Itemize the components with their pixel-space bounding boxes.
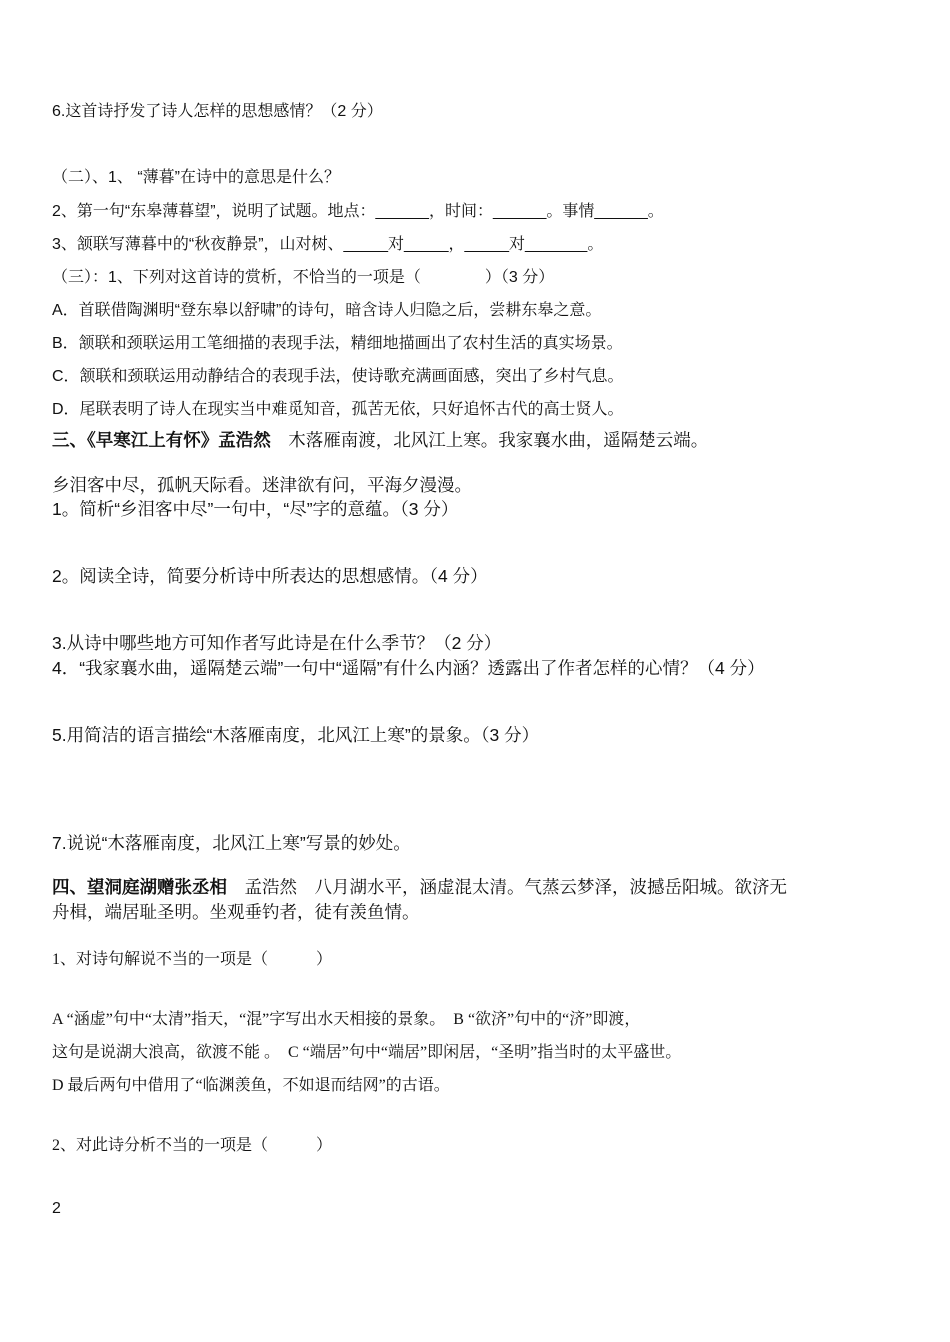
- option-b: B．颔联和颈联运用工笔细描的表现手法，精细地描画出了农村生活的真实场景。: [52, 335, 623, 352]
- section-3-question-1: （三）：1、下列对这首诗的赏析，不恰当的一项是（ ）（3 分）: [52, 269, 555, 286]
- section-4-poem-line-2: 舟楫，端居耻圣明。坐观垂钓者，徒有羡鱼情。: [52, 902, 420, 922]
- poem-question-5: 5.用简洁的语言描绘“木落雁南度，北风江上寒”的景象。（3 分）: [52, 725, 540, 745]
- poem-line-2: 乡泪客中尽，孤帆天际看。迷津欲有问，平海夕漫漫。: [52, 475, 472, 495]
- option-a: A．首联借陶渊明“登东皋以舒啸”的诗句，暗含诗人归隐之后，尝耕东皋之意。: [52, 302, 602, 319]
- poem-question-3: 3.从诗中哪些地方可知作者写此诗是在什么季节？（2 分）: [52, 633, 502, 653]
- section-4-question-2: 2、对此诗分析不当的一项是（ ）: [52, 1137, 333, 1154]
- section-4-title: 四、望洞庭湖赠张丞相: [52, 877, 227, 897]
- poem-question-2: 2。阅读全诗，简要分析诗中所表达的思想感情。（4 分）: [52, 566, 488, 586]
- section-2-question-3: 3、颔联写薄暮中的“秋夜静景”，山对树、_____对_____，_____对_______。: [52, 236, 604, 253]
- section-2-question-1: （二）、1、 “薄暮”在诗中的意思是什么？: [52, 169, 341, 186]
- section-4-heading: [52, 876, 787, 898]
- poem-question-7: 7.说说“木落雁南度，北风江上寒”写景的妙处。: [52, 833, 411, 853]
- section-4-question-1: 1、对诗句解说不当的一项是（ ）: [52, 951, 333, 968]
- section-4-options-line-3: D 最后两句中借用了“临渊羡鱼，不如退而结网”的古语。: [52, 1077, 450, 1094]
- option-d: D．尾联表明了诗人在现实当中难觅知音，孤苦无依，只好追怀古代的高士贤人。: [52, 401, 624, 418]
- poem-line-1: 木落雁南渡，北风江上寒。我家襄水曲，遥隔楚云端。: [270, 430, 709, 450]
- section-3-title: 三、《早寒江上有怀》孟浩然: [52, 430, 271, 450]
- section-4-options-line-2: 这句是说湖大浪高，欲渡不能 。 C “端居”句中“端居”即闲居，“圣明”指当时的太平盛世。: [52, 1044, 682, 1061]
- section-4-options-line-1: A “涵虚”句中“太清”指天，“混”字写出水天相接的景象。 B “欲济”句中的“济”即渡，: [52, 1011, 641, 1028]
- section-3-heading: [52, 429, 708, 451]
- poem-question-1: 1。简析“乡泪客中尽”一句中，“尽”字的意蕴。（3 分）: [52, 499, 459, 519]
- section-2-question-2: 2、第一句“东皋薄暮望”，说明了试题。地点：______，时间：______。事情______。: [52, 203, 664, 220]
- question-6: 6.这首诗抒发了诗人怎样的思想感情？（2 分）: [52, 103, 383, 120]
- section-4-poem-line-1: 孟浩然 八月湖水平，涵虚混太清。气蒸云梦泽，波撼岳阳城。欲济无: [227, 877, 787, 897]
- option-c: C．颔联和颈联运用动静结合的表现手法，使诗歌充满画面感，突出了乡村气息。: [52, 368, 624, 385]
- page-number: 2: [52, 1200, 61, 1217]
- poem-question-4: 4．“我家襄水曲，遥隔楚云端”一句中“遥隔”有什么内涵？透露出了作者怎样的心情？（4 分）: [52, 658, 765, 678]
